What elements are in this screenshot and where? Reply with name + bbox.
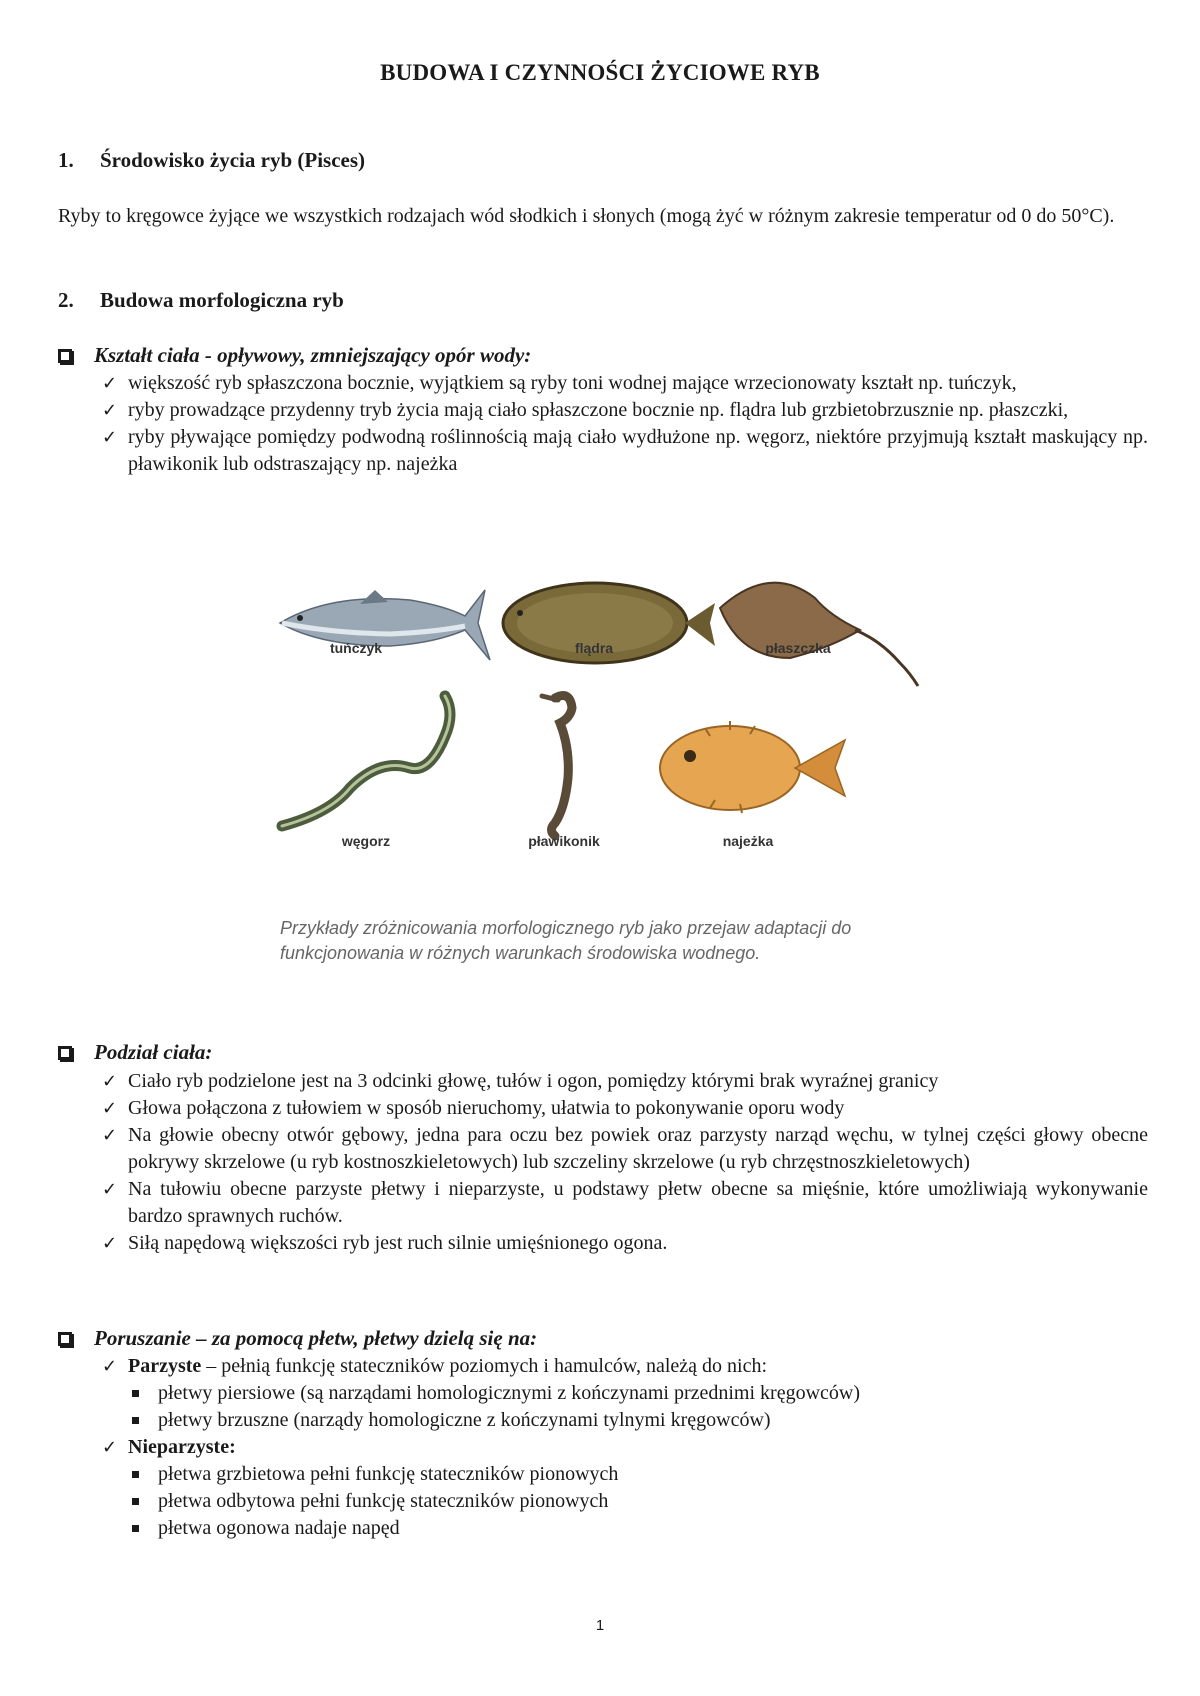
list-item: ✓ Siłą napędową większości ryb jest ruch silnie umięśnionego ogona. [102,1230,1148,1257]
list-item: ✓ większość ryb spłaszczona bocznie, wyjątkiem są ryby toni wodnej mające wrzecionowaty kształt np. tuńczyk, [102,370,1148,397]
section-1-number: 1. [58,148,74,172]
section-2-heading [58,288,344,313]
section-2-title: Budowa morfologiczna ryb [100,288,344,312]
seahorse-illustration [542,696,572,836]
square-bullet-icon [58,349,72,363]
paired-description: – pełnią funkcję stateczników poziomych i hamulców, należą do nich: [201,1355,768,1377]
figure-label: flądra [574,640,614,656]
division-heading: Podział ciała: [58,1040,212,1065]
shape-list [102,370,1148,478]
paired-sublist [128,1380,1148,1434]
list-item: ✓ Na tułowiu obecne parzyste płetwy i nieparzyste, u podstawy płetw obecne sa mięśnie, które umożliwiają wykonywanie bardzo sprawnych ruchów. [102,1176,1148,1230]
sublist-item: płetwy piersiowe (są narządami homologicznymi z kończynami przednimi kręgowców) [128,1380,1148,1407]
ray-illustration [720,583,918,686]
figure-label: pławikonik [528,833,600,849]
sublist-item: płetwa odbytowa pełni funkcję stateczników pionowych [128,1488,1148,1515]
list-item: ✓ Ciało ryb podzielone jest na 3 odcinki głowę, tułów i ogon, pomiędzy którymi brak wyraźnej granicy [102,1068,1148,1095]
page-number: 1 [595,1617,605,1634]
figure-label: najeżka [722,833,774,849]
paired-label: Parzyste [128,1355,202,1377]
square-bullet-icon [58,1046,72,1060]
division-list [102,1068,1148,1257]
eel-illustration [282,696,450,826]
fish-figure [270,568,930,1008]
movement-list [102,1353,1148,1542]
sublist-item: płetwa grzbietowa pełni funkcję stateczników pionowych [128,1461,1148,1488]
figure-caption: Przykłady zróżnicowania morfologicznego ryb jako przejaw adaptacji do funkcjonowania w różnych warunkach środowiska wodnego. [280,918,852,963]
porcupinefish-illustration [660,721,845,813]
section-1-title: Środowisko życia ryb (Pisces) [100,148,366,172]
list-item [102,1353,1148,1434]
figure-label: węgorz [341,833,391,849]
section-1-text: Ryby to kręgowce żyjące we wszystkich rodzajach wód słodkich i słonych (mogą żyć w różnym zakresie temperatur od 0 do 50°C). [58,205,1115,227]
unpaired-label: Nieparzyste: [128,1436,236,1458]
sublist-item: płetwy brzuszne (narządy homologiczne z kończynami tylnymi kręgowców) [128,1407,1148,1434]
list-item: ✓ Na głowie obecny otwór gębowy, jedna para oczu bez powiek oraz parzysty narząd węchu, w tylnej części głowy obecne pokrywy skrzelowe (u ryb kostnoszkieletowych) lub szczeliny skrzelowe (u ryb chrzęstnoszkieletowych) [102,1122,1148,1176]
unpaired-sublist [128,1461,1148,1542]
figure-label: płaszczka [765,640,831,656]
movement-heading: Poruszanie – za pomocą płetw, płetwy dzielą się na: [58,1326,537,1351]
fish-illustrations [270,568,930,908]
sublist-item: płetwa ogonowa nadaje napęd [128,1515,1148,1542]
section-1-heading [58,148,365,173]
list-item: ✓ ryby prowadzące przydenny tryb życia mają ciało spłaszczone bocznie np. flądra lub grzbietobrzusznie np. płaszczki, [102,397,1148,424]
list-item: ✓ ryby pływające pomiędzy podwodną roślinnością mają ciało wydłużone np. węgorz, niektóre przyjmują kształt maskujący np. pławikonik lub odstraszający np. najeżka [102,424,1148,478]
shape-heading: Kształt ciała - opływowy, zmniejszający opór wody: [58,343,531,368]
figure-label: tuńczyk [329,640,383,656]
page-title: BUDOWA I CZYNNOŚCI ŻYCIOWE RYB [380,60,820,85]
list-item [102,1434,1148,1542]
list-item: ✓ Głowa połączona z tułowiem w sposób nieruchomy, ułatwia to pokonywanie oporu wody [102,1095,1148,1122]
section-2-number: 2. [58,288,74,312]
square-bullet-icon [58,1332,72,1346]
